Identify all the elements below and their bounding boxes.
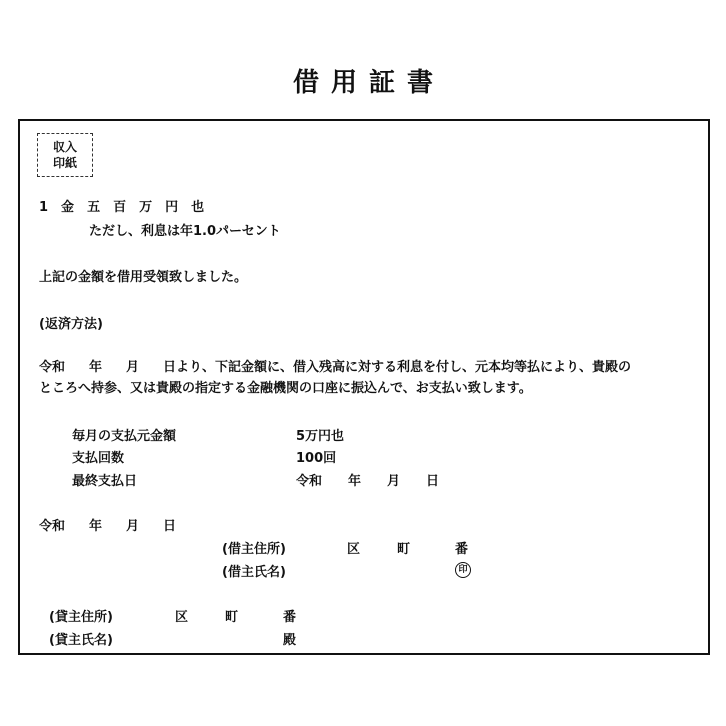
amount-char: 万 [139, 200, 153, 215]
year-label: 年 [89, 360, 103, 375]
repayment-line-1 [39, 356, 631, 375]
repayment-clause: 日より、下記金額に、借入残高に対する利息を付し、元本均等払により、貴殿の [163, 360, 632, 375]
date-year: 年 [89, 519, 103, 534]
schedule-label-final: 最終支払日 [72, 474, 138, 489]
borrower-ward: 区 [347, 542, 361, 557]
borrower-block: 番 [455, 542, 469, 557]
date-day: 日 [163, 519, 177, 534]
received-statement: 上記の金額を借用受領致しました。 [39, 270, 248, 285]
schedule-label-monthly: 毎月の支払元金額 [72, 429, 177, 444]
month-label: 月 [126, 360, 140, 375]
borrower-address-label: (借主住所) [222, 542, 286, 557]
amount-char: 五 [87, 200, 101, 215]
interest-rate: ただし、利息は年1.0パーセント [89, 224, 281, 239]
date-month: 月 [126, 519, 140, 534]
era-label: 令和 [39, 360, 66, 375]
loan-amount [39, 196, 217, 215]
lender-name-label: (貸主氏名) [49, 633, 113, 648]
revenue-stamp-box [37, 133, 93, 177]
lender-address-label: (貸主住所) [49, 610, 113, 625]
stamp-line-1: 収入 [52, 140, 77, 154]
title-char: 借 [292, 68, 319, 98]
amount-char: 百 [113, 200, 127, 215]
lender-ward: 区 [175, 610, 189, 625]
amount-char: 金 [61, 200, 75, 215]
amount-char: 也 [191, 200, 205, 215]
schedule-value-final: 令和 年 月 日 [296, 474, 440, 489]
date-era: 令和 [39, 519, 66, 534]
lender-honorific: 殿 [283, 633, 297, 648]
title-char: 用 [330, 68, 357, 98]
borrower-town: 町 [397, 542, 411, 557]
lender-block: 番 [283, 610, 297, 625]
seal-icon: 印 [455, 562, 471, 578]
borrower-seal [455, 561, 471, 578]
schedule-label-count: 支払回数 [72, 451, 125, 466]
stamp-line-2: 印紙 [52, 156, 77, 170]
document-title [0, 62, 726, 99]
repayment-line-2: ところへ持参、又は貴殿の指定する金融機関の口座に振込んで、お支払い致します。 [39, 381, 532, 396]
schedule-value-monthly: 5万円也 [296, 429, 345, 444]
title-char: 書 [407, 68, 434, 98]
amount-char: 円 [165, 200, 179, 215]
document-frame [18, 119, 710, 655]
lender-town: 町 [225, 610, 239, 625]
borrower-name-label: (借主氏名) [222, 565, 286, 580]
document-date [39, 515, 176, 534]
repayment-heading: (返済方法) [39, 317, 103, 332]
amount-prefix: 1 [39, 200, 49, 215]
title-char: 証 [369, 68, 396, 98]
schedule-value-count: 100回 [296, 451, 337, 466]
